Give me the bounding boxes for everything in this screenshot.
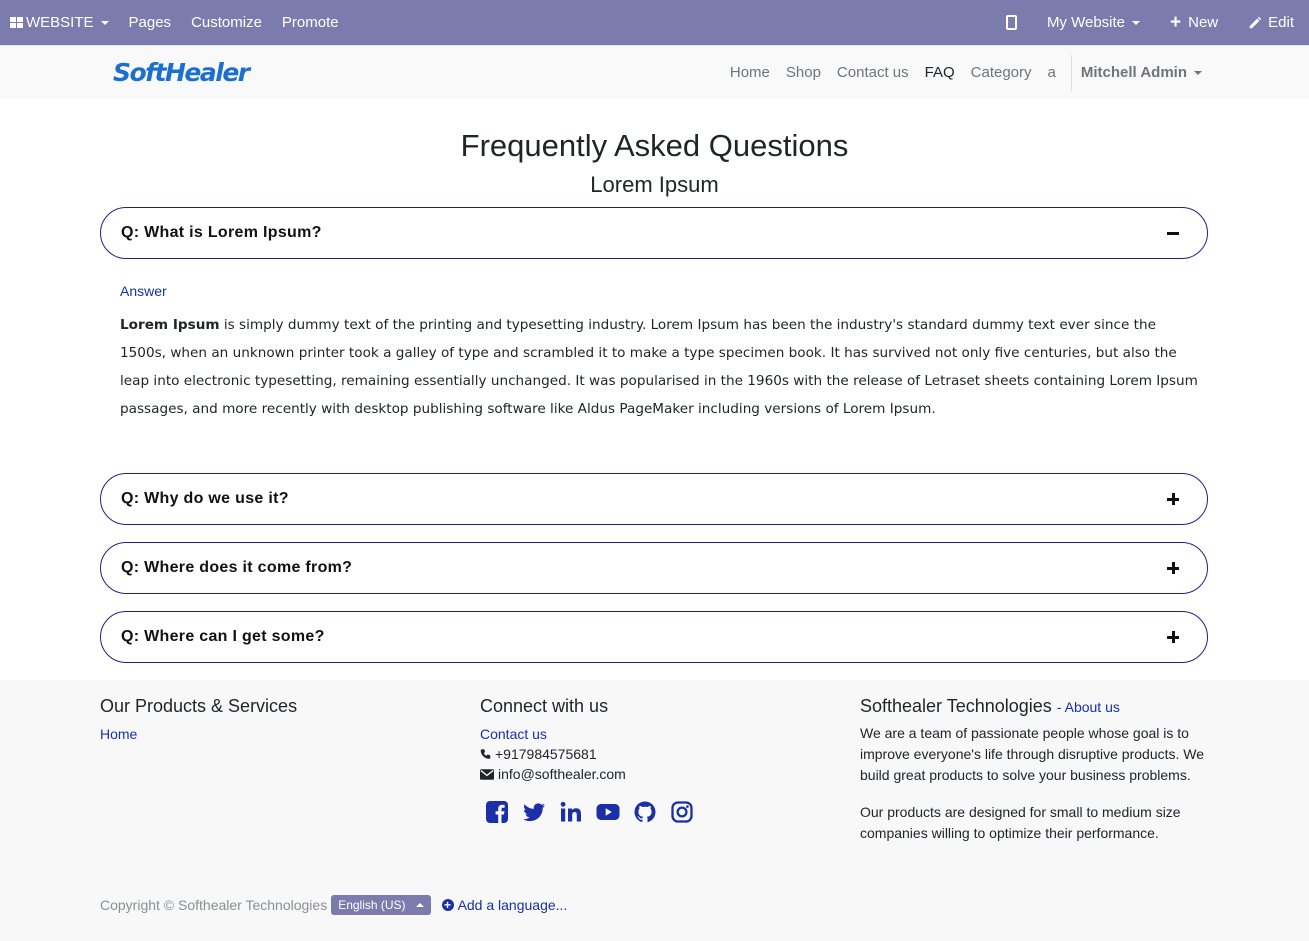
nav-category[interactable]: Category	[970, 64, 1032, 81]
faq-question-text: Q: Why do we use it?	[121, 490, 289, 507]
new-label: New	[1188, 14, 1219, 31]
customize-menu[interactable]: Customize	[191, 14, 262, 31]
linkedin-icon[interactable]	[559, 800, 583, 824]
answer-label: Answer	[120, 283, 167, 299]
footer-phone: +917984575681	[495, 746, 597, 762]
footer-connect-title: Connect with us	[480, 696, 609, 716]
youtube-icon[interactable]	[596, 800, 620, 824]
faq-question-text: Q: Where does it come from?	[121, 559, 353, 576]
footer-products	[100, 696, 297, 742]
edit-label: Edit	[1268, 14, 1294, 31]
minus-icon[interactable]	[1167, 227, 1179, 239]
caret-down-icon	[101, 21, 109, 25]
user-menu[interactable]	[1081, 64, 1202, 81]
promote-menu[interactable]: Promote	[281, 14, 339, 31]
website-menu[interactable]	[10, 14, 109, 31]
my-website-menu[interactable]	[1047, 14, 1140, 31]
nav-a[interactable]: a	[1047, 64, 1056, 81]
mobile-preview-button[interactable]	[1006, 15, 1017, 30]
pencil-icon	[1248, 16, 1262, 30]
facebook-icon[interactable]	[485, 800, 509, 824]
copyright-bar	[100, 895, 567, 915]
nav-divider	[1071, 55, 1072, 91]
mobile-icon	[1006, 15, 1017, 30]
twitter-icon[interactable]	[522, 800, 546, 824]
github-icon[interactable]	[633, 800, 657, 824]
footer-company-title: Softhealer Technologies	[860, 696, 1052, 716]
footer-connect	[480, 696, 707, 824]
faq-question-2[interactable]	[100, 473, 1208, 525]
pages-menu[interactable]: Pages	[128, 14, 172, 31]
copyright-text: Copyright © Softhealer Technologies	[100, 897, 328, 913]
plus-icon[interactable]	[1167, 631, 1179, 643]
answer-text	[120, 311, 1200, 423]
social-links	[485, 800, 707, 824]
instagram-icon[interactable]	[670, 800, 694, 824]
editor-topbar	[0, 0, 1309, 45]
answer-bold: Lorem Ipsum	[120, 317, 220, 333]
faq-question-text: Q: What is Lorem Ipsum?	[121, 224, 322, 241]
footer-email[interactable]: info@softhealer.com	[498, 766, 626, 782]
faq-question-3[interactable]	[100, 542, 1208, 594]
my-website-label: My Website	[1046, 14, 1126, 31]
footer-home-link[interactable]: Home	[100, 726, 138, 742]
language-selector[interactable]	[331, 895, 430, 915]
new-button[interactable]	[1170, 13, 1218, 32]
site-header	[0, 45, 1309, 99]
website-menu-label: WEBSITE	[26, 14, 94, 31]
faq-category-title: Lorem Ipsum	[590, 172, 719, 197]
envelope-icon	[480, 769, 494, 780]
nav-faq[interactable]: FAQ	[924, 64, 955, 81]
nav-contact-us[interactable]: Contact us	[836, 64, 909, 81]
site-footer	[0, 680, 1309, 941]
caret-down-icon	[1194, 71, 1202, 75]
faq-question-1[interactable]	[100, 207, 1208, 259]
caret-up-icon	[416, 903, 424, 907]
edit-button[interactable]	[1248, 14, 1294, 31]
about-paragraph-2: Our products are designed for small to medium size companies willing to optimize their performance.	[860, 804, 1181, 841]
caret-down-icon	[1132, 21, 1140, 25]
language-label: English (US)	[338, 898, 406, 912]
plus-icon: +	[1170, 12, 1182, 33]
nav-home[interactable]: Home	[729, 64, 770, 81]
about-us-link[interactable]: - About us	[1056, 699, 1120, 715]
answer-body: is simply dummy text of the printing and typesetting industry. Lorem Ipsum has been the industry's standard dummy text ever since the 1500s, when an unknown printer took a galley of type and scrambled it to make a type specimen book. It has survived not only five centuries, but also the leap into electronic typesetting, remaining essentially unchanged. It was popularised in the 1960s with the release of Letraset sheets containing Lorem Ipsum passages, and more recently with desktop publishing software like Aldus PageMaker including versions of Lorem Ipsum.	[120, 317, 1198, 417]
nav-shop[interactable]: Shop	[785, 64, 821, 81]
add-language-link[interactable]	[442, 897, 568, 913]
footer-products-title: Our Products & Services	[100, 696, 298, 716]
faq-question-4[interactable]	[100, 611, 1208, 663]
main-nav	[714, 46, 1202, 99]
user-name: Mitchell Admin	[1080, 64, 1187, 81]
add-language-label: Add a language...	[457, 897, 568, 913]
plus-icon[interactable]	[1167, 493, 1179, 505]
footer-about	[860, 696, 1210, 844]
page-title: Frequently Asked Questions	[460, 128, 849, 163]
softhealer-logo[interactable]: SoftHealer	[113, 58, 249, 87]
apps-grid-icon	[10, 17, 23, 28]
plus-circle-icon: +	[442, 899, 454, 911]
footer-contact-link[interactable]: Contact us	[480, 726, 547, 742]
about-paragraph-1: We are a team of passionate people whose goal is to improve everyone's life through disruptive products. We build great products to solve your business problems.	[860, 725, 1205, 783]
faq-question-text: Q: Where can I get some?	[121, 628, 325, 645]
plus-icon[interactable]	[1167, 562, 1179, 574]
phone-icon	[480, 748, 491, 760]
